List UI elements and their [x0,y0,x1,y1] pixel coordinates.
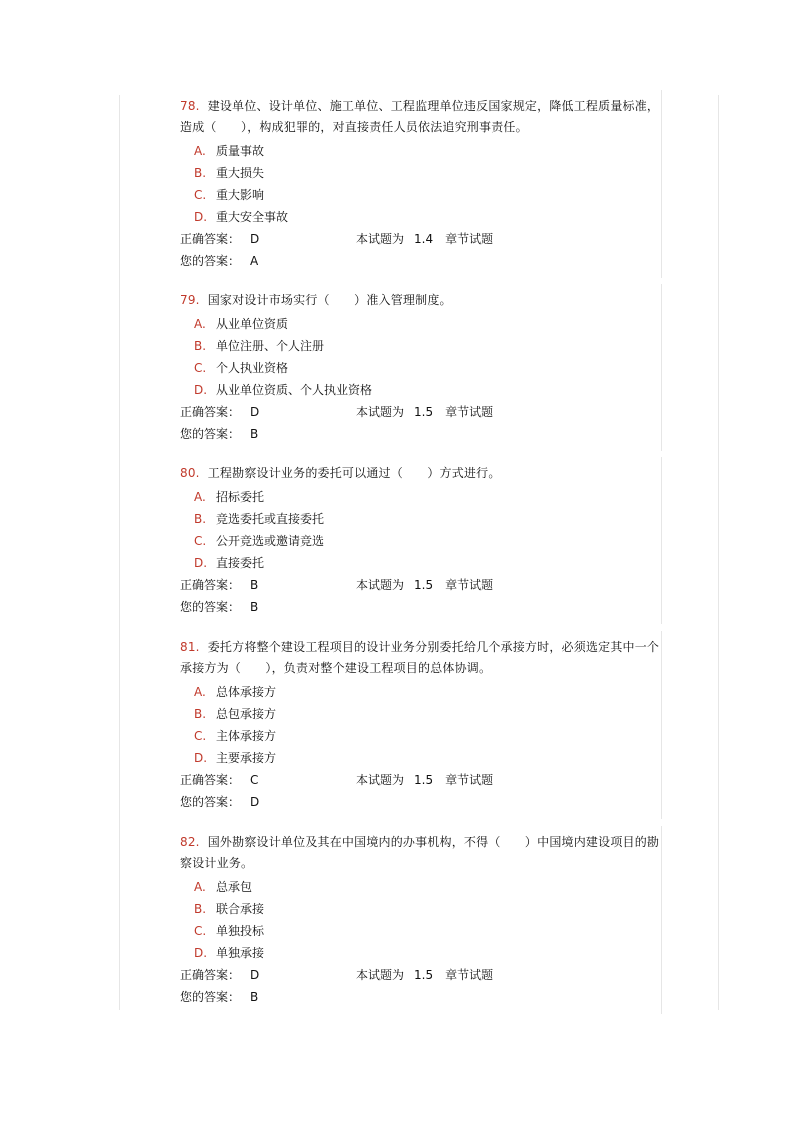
question-block [180,463,660,618]
option-text: 重大损失 [216,166,265,180]
option-item [180,140,660,162]
option-item [180,920,660,942]
option-item [180,747,660,769]
your-answer-row [180,596,660,618]
correct-answer-label: 正确答案： [180,968,241,982]
option-letter: C. [194,924,207,938]
option-item [180,681,660,703]
your-answer-label: 您的答案： [180,990,241,1004]
option-letter: A. [194,685,206,699]
question-stem [180,637,660,679]
option-text: 单独承接 [216,946,265,960]
option-letter: D. [194,751,208,765]
score-value: 1.5 [414,578,434,592]
option-letter: B. [194,902,207,916]
your-answer-label: 您的答案： [180,427,241,441]
score-value: 1.4 [414,232,434,246]
option-list [180,486,660,574]
question-block [180,637,660,813]
question-stem [180,832,660,874]
option-text: 竞选委托或直接委托 [216,512,325,526]
option-text: 总体承接方 [216,685,277,699]
your-answer-row [180,423,660,445]
option-item [180,313,660,335]
your-answer-value: A [250,254,259,268]
option-item [180,530,660,552]
option-letter: B. [194,166,207,180]
option-letter: D. [194,383,208,397]
correct-answer-row [180,769,660,791]
question-block [180,96,660,272]
option-letter: C. [194,729,207,743]
correct-answer-label: 正确答案： [180,578,241,592]
option-item [180,357,660,379]
option-letter: B. [194,707,207,721]
option-text: 个人执业资格 [216,361,289,375]
option-item [180,486,660,508]
option-text: 质量事故 [216,144,265,158]
section-label: 章节试题 [445,578,494,592]
option-letter: A. [194,490,206,504]
question-block [180,290,660,445]
option-list [180,681,660,769]
option-letter: D. [194,556,208,570]
option-letter: C. [194,188,207,202]
correct-answer-row [180,228,660,250]
question-number: 80. [180,466,200,480]
option-item [180,876,660,898]
correct-answer-row [180,401,660,423]
option-item [180,942,660,964]
question-stem [180,463,660,484]
option-item [180,552,660,574]
your-answer-label: 您的答案： [180,254,241,268]
option-letter: B. [194,512,207,526]
option-text: 主体承接方 [216,729,277,743]
option-text: 联合承接 [216,902,265,916]
score-value: 1.5 [414,405,434,419]
option-item [180,335,660,357]
option-item [180,379,660,401]
question-text: 建设单位、设计单位、施工单位、工程监理单位违反国家规定，降低工程质量标准，造成（ ），构成犯罪的，对直接责任人员依法追究刑事责任。 [180,99,660,134]
question-divider [661,826,662,1014]
score-label: 本试题为 [356,405,405,419]
option-text: 招标委托 [216,490,265,504]
page-left-border [119,95,120,1010]
question-number: 81. [180,640,200,654]
correct-answer-value: B [250,578,259,592]
your-answer-row [180,250,660,272]
question-text: 委托方将整个建设工程项目的设计业务分别委托给几个承接方时，必须选定其中一个承接方为（ ），负责对整个建设工程项目的总体协调。 [180,640,660,675]
option-text: 主要承接方 [216,751,277,765]
correct-answer-row [180,964,660,986]
option-letter: C. [194,534,207,548]
section-label: 章节试题 [445,773,494,787]
correct-answer-label: 正确答案： [180,773,241,787]
option-text: 直接委托 [216,556,265,570]
section-label: 章节试题 [445,232,494,246]
option-letter: D. [194,210,208,224]
option-letter: D. [194,946,208,960]
question-text: 国家对设计市场实行（ ）准入管理制度。 [207,293,452,307]
correct-answer-value: D [250,232,260,246]
question-divider [661,90,662,278]
option-letter: C. [194,361,207,375]
your-answer-value: B [250,427,259,441]
score-label: 本试题为 [356,232,405,246]
score-value: 1.5 [414,773,434,787]
option-text: 单位注册、个人注册 [216,339,325,353]
question-number: 78. [180,99,200,113]
correct-answer-value: C [250,773,259,787]
question-stem [180,96,660,138]
option-letter: A. [194,317,206,331]
correct-answer-label: 正确答案： [180,405,241,419]
option-text: 从业单位资质 [216,317,289,331]
score-value: 1.5 [414,968,434,982]
score-label: 本试题为 [356,578,405,592]
correct-answer-row [180,574,660,596]
your-answer-label: 您的答案： [180,795,241,809]
question-number: 79. [180,293,200,307]
correct-answer-label: 正确答案： [180,232,241,246]
option-list [180,140,660,228]
your-answer-value: B [250,600,259,614]
section-label: 章节试题 [445,968,494,982]
score-label: 本试题为 [356,773,405,787]
option-list [180,313,660,401]
your-answer-label: 您的答案： [180,600,241,614]
option-item [180,725,660,747]
page-right-border [718,95,719,1010]
your-answer-value: B [250,990,259,1004]
option-text: 总承包 [216,880,253,894]
your-answer-row [180,791,660,813]
option-item [180,898,660,920]
correct-answer-value: D [250,405,260,419]
option-list [180,876,660,964]
option-item [180,703,660,725]
question-block [180,832,660,1008]
option-letter: A. [194,880,206,894]
option-item [180,206,660,228]
question-number: 82. [180,835,200,849]
option-text: 单独投标 [216,924,265,938]
option-text: 重大安全事故 [216,210,289,224]
question-text: 国外勘察设计单位及其在中国境内的办事机构，不得（ ）中国境内建设项目的勘察设计业务。 [180,835,660,870]
question-divider [661,631,662,819]
question-stem [180,290,660,311]
question-divider [661,284,662,451]
option-letter: A. [194,144,206,158]
option-item [180,184,660,206]
your-answer-value: D [250,795,260,809]
correct-answer-value: D [250,968,260,982]
your-answer-row [180,986,660,1008]
option-text: 总包承接方 [216,707,277,721]
option-letter: B. [194,339,207,353]
option-item [180,162,660,184]
option-text: 重大影响 [216,188,265,202]
option-text: 公开竞选或邀请竞选 [216,534,325,548]
section-label: 章节试题 [445,405,494,419]
score-label: 本试题为 [356,968,405,982]
option-item [180,508,660,530]
question-divider [661,457,662,624]
question-text: 工程勘察设计业务的委托可以通过（ ）方式进行。 [207,466,501,480]
option-text: 从业单位资质、个人执业资格 [216,383,373,397]
